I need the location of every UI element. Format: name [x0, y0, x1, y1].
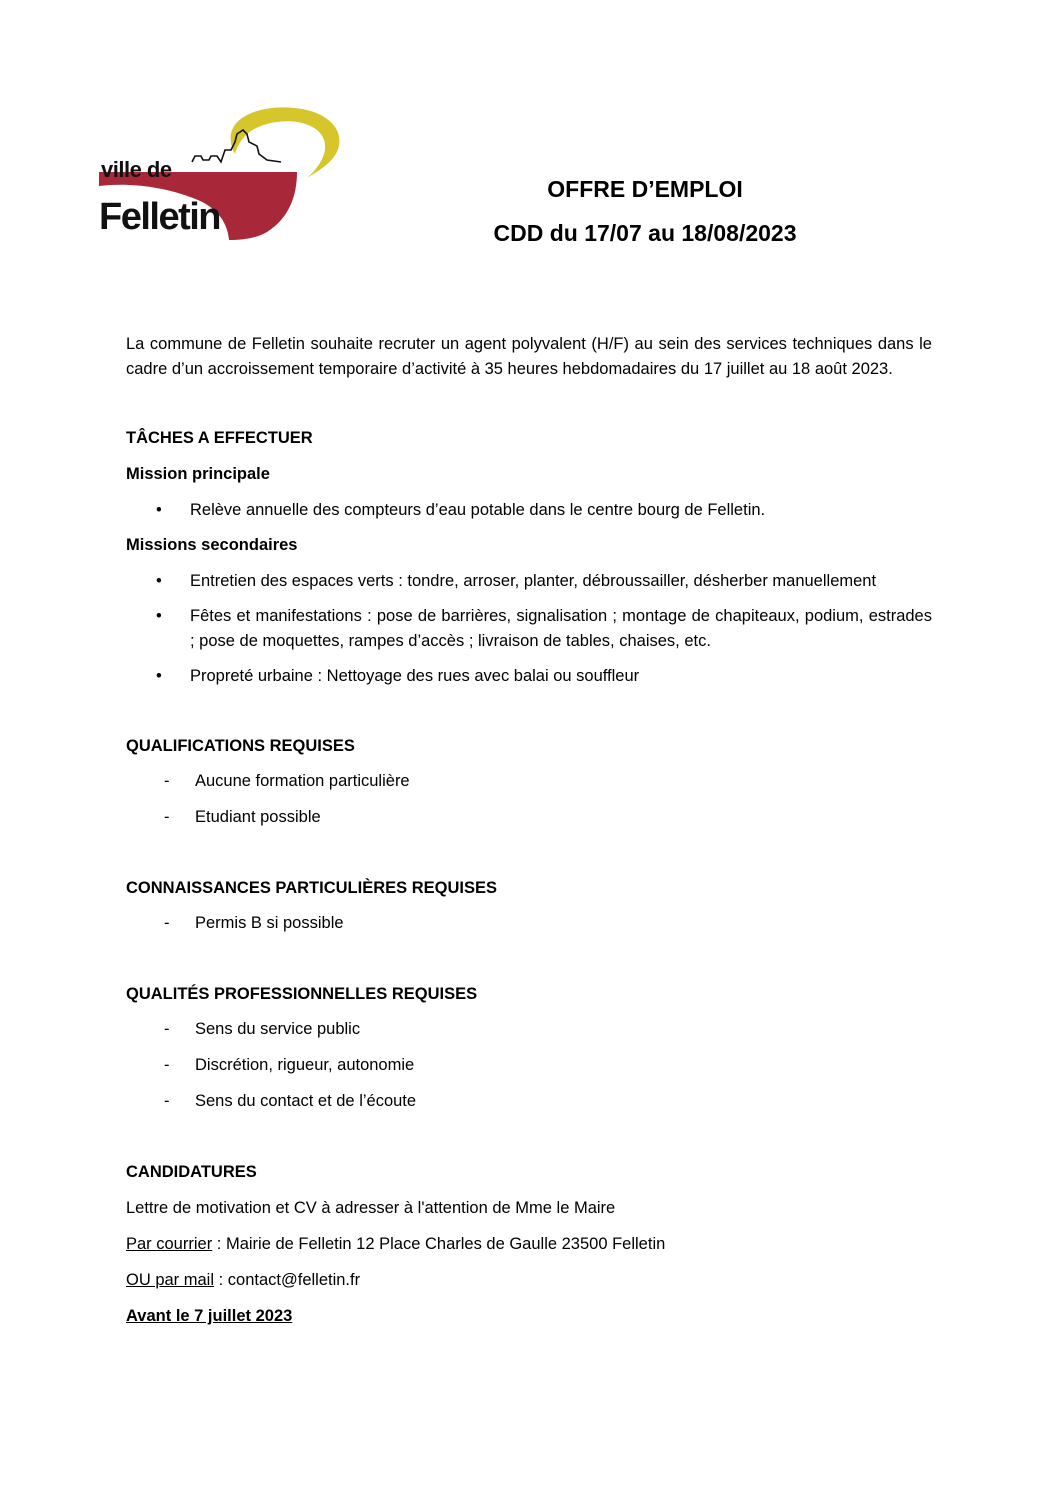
main-mission-label: Mission principale — [126, 465, 270, 483]
qualifications-list — [126, 769, 932, 830]
list-item: - Permis B si possible — [126, 911, 932, 936]
page-title: OFFRE D’EMPLOI — [547, 176, 743, 202]
postal-address-line — [126, 1232, 932, 1257]
application-deadline: Avant le 7 juillet 2023 — [126, 1307, 293, 1325]
logo-town-name: Felletin — [99, 196, 221, 238]
list-item: • Relève annuelle des compteurs d’eau potable dans le centre bourg de Felletin. — [126, 498, 932, 523]
applications-heading: CANDIDATURES — [126, 1163, 257, 1181]
list-item: - Discrétion, rigueur, autonomie — [126, 1053, 932, 1078]
list-item: - Aucune formation particulière — [126, 769, 932, 794]
list-item: - Sens du contact et de l’écoute — [126, 1089, 932, 1114]
list-item: - Etudiant possible — [126, 805, 932, 830]
qualities-list — [126, 1017, 932, 1114]
logo-town-prefix: ville de — [101, 157, 172, 182]
list-item: - Sens du service public — [126, 1017, 932, 1042]
secondary-missions-list — [126, 569, 932, 689]
main-mission-list — [126, 498, 932, 523]
list-item: • Entretien des espaces verts : tondre, arroser, planter, débroussailler, désherber manuellement — [126, 569, 932, 594]
knowledge-heading: CONNAISSANCES PARTICULIÈRES REQUISES — [126, 879, 497, 897]
email-line — [126, 1268, 932, 1293]
logo-arc — [231, 107, 340, 178]
list-item: • Fêtes et manifestations : pose de barrières, signalisation ; montage de chapiteaux, podium, estrades ; pose de moquettes, rampes d’accès ; livraison de tables, chaises, etc. — [126, 604, 932, 654]
knowledge-list — [126, 911, 932, 936]
postal-label: Par courrier — [126, 1235, 213, 1253]
applications-instructions: Lettre de motivation et CV à adresser à l'attention de Mme le Maire — [126, 1199, 616, 1217]
town-logo — [97, 100, 343, 242]
secondary-missions-label: Missions secondaires — [126, 536, 298, 554]
qualities-heading: QUALITÉS PROFESSIONNELLES REQUISES — [126, 985, 478, 1003]
page-subtitle: CDD du 17/07 au 18/08/2023 — [493, 220, 797, 246]
document-body — [126, 332, 932, 1329]
list-item: • Propreté urbaine : Nettoyage des rues avec balai ou souffleur — [126, 664, 932, 689]
postal-address: : Mairie de Felletin 12 Place Charles de Gaulle 23500 Felletin — [212, 1235, 666, 1253]
tasks-heading: TÂCHES A EFFECTUER — [126, 429, 313, 447]
email-address[interactable]: : contact@felletin.fr — [214, 1271, 361, 1289]
qualifications-heading: QUALIFICATIONS REQUISES — [126, 737, 355, 755]
intro-paragraph: La commune de Felletin souhaite recruter un agent polyvalent (H/F) au sein des services techniques dans le cadre d’un accroissement temporaire d’activité à 35 heures hebdomadaires du 17 juillet au 18 août 2023. — [126, 335, 932, 378]
email-label: OU par mail — [126, 1271, 215, 1289]
